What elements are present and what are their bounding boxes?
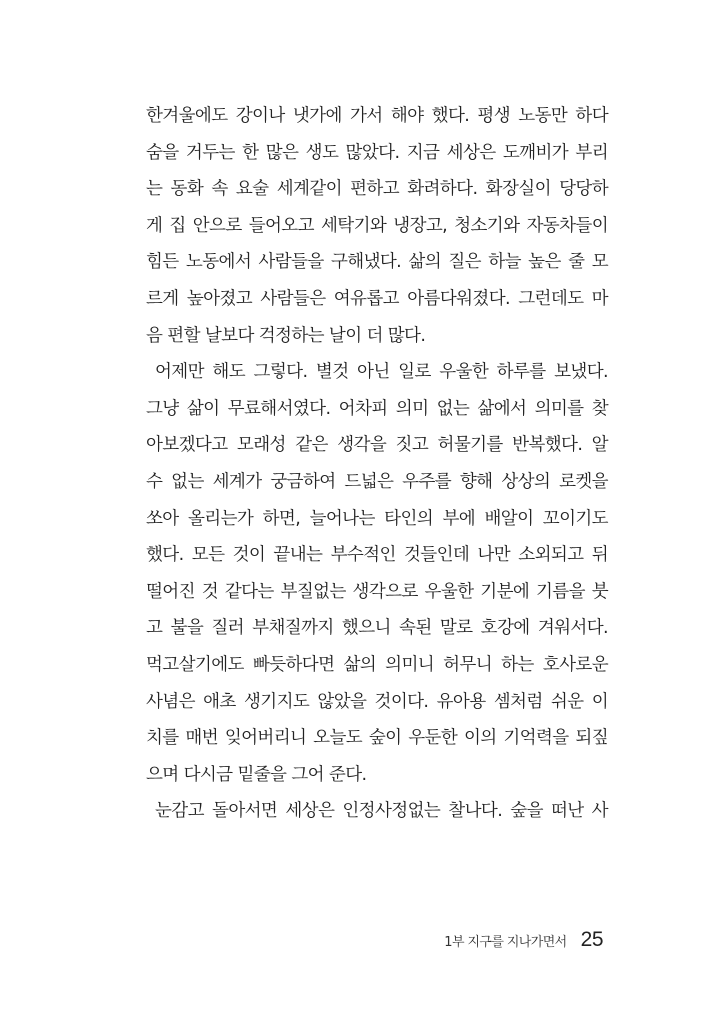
text-line: 사념은 애초 생기지도 않았을 것이다. 유아용 셈처럼 쉬운 이 (146, 691, 608, 712)
text-line: 게 집 안으로 들어오고 세탁기와 냉장고, 청소기와 자동차들이 (146, 215, 608, 236)
page-footer (444, 928, 603, 952)
text-line: 수 없는 세계가 궁금하여 드넓은 우주를 향해 상상의 로켓을 (146, 471, 608, 492)
text-line: 했다. 모든 것이 끝내는 부수적인 것들인데 나만 소외되고 뒤 (146, 545, 608, 566)
text-line: 치를 매번 잊어버리니 오늘도 숲이 우둔한 이의 기억력을 되짚 (146, 728, 608, 749)
text-line: 그냥 삶이 무료해서였다. 어차피 의미 없는 삶에서 의미를 찾 (146, 398, 608, 419)
text-line: 쏘아 올리는가 하면, 늘어나는 타인의 부에 배알이 꼬이기도 (146, 508, 608, 529)
text-line: 으며 다시금 밑줄을 그어 준다. (146, 764, 367, 785)
running-head: 1부 지구를 지나가면서 (444, 935, 567, 950)
page-number: 25 (580, 928, 603, 951)
text-line: 숨을 거두는 한 많은 생도 많았다. 지금 세상은 도깨비가 부리 (146, 142, 608, 163)
text-line: 고 불을 질러 부채질까지 했으니 속된 말로 호강에 겨워서다. (146, 618, 608, 639)
text-line: 힘든 노동에서 사람들을 구해냈다. 삶의 질은 하늘 높은 줄 모 (146, 252, 608, 273)
text-line: 는 동화 속 요술 세계같이 편하고 화려하다. 화장실이 당당하 (146, 179, 608, 200)
text-line: 떨어진 것 같다는 부질없는 생각으로 우울한 기분에 기름을 붓 (146, 581, 608, 602)
text-line: 먹고살기에도 빠듯하다면 삶의 의미니 허무니 하는 호사로운 (146, 654, 608, 675)
text-line: 한겨울에도 강이나 냇가에 가서 해야 했다. 평생 노동만 하다 (146, 106, 608, 126)
body-text (146, 98, 608, 830)
text-line: 어제만 해도 그렇다. 별것 아닌 일로 우울한 하루를 보냈다. (155, 362, 608, 383)
text-line: 르게 높아졌고 사람들은 여유롭고 아름다워졌다. 그런데도 마 (146, 288, 608, 309)
text-line: 눈감고 돌아서면 세상은 인정사정없는 찰나다. 숲을 떠난 사 (155, 801, 608, 822)
text-line: 아보겠다고 모래성 같은 생각을 짓고 허물기를 반복했다. 알 (146, 435, 608, 456)
text-line: 음 편할 날보다 걱정하는 날이 더 많다. (146, 325, 426, 346)
